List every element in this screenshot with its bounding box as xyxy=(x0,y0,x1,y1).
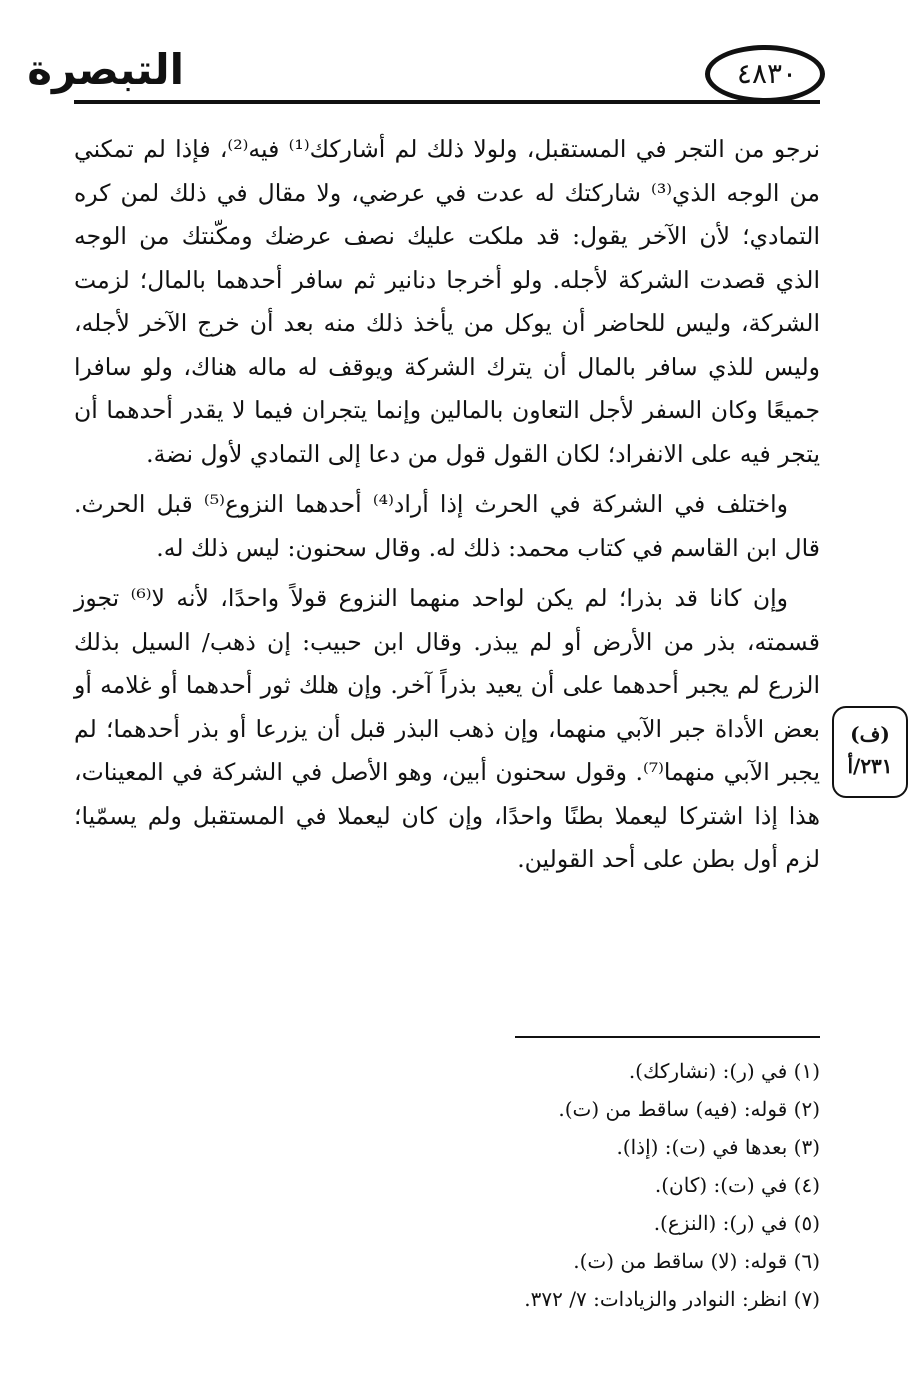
page-number: ٤٨٣٠ xyxy=(736,57,798,90)
footnote-2: (٢) قوله: (فيه) ساقط من (ت). xyxy=(558,1097,820,1121)
header-rule xyxy=(74,100,820,104)
footnote-5: (٥) في (ر): (النزع). xyxy=(653,1211,820,1235)
book-title: التبصرة xyxy=(27,45,184,94)
paragraph-1: نرجو من التجر في المستقبل، ولولا ذلك لم أشاركك⁽¹⁾ فيه⁽²⁾، فإذا لم تمكني من الوجه الذي⁽³⁾ شاركتك له عدت في عرضي، ولا مقال في ذلك لمن كره التمادي؛ لأن الآخر يقول: قد ملكت عليك نصف عرضك ومكّنتك من الوجه الذي قصدت الشركة لأجله. ولو أخرجا دنانير ثم سافر أحدهما بالمال؛ لزمت الشركة، وليس للحاضر أن يوكل من يأخذ ذلك منه بعد أن خرج الآخر لأجله، وليس للذي سافر بالمال أن يترك الشركة ويوقف له ماله هناك، ولو سافرا جميعًا وكان السفر لأجل التعاون بالمالين وإنما يتجران فيما لا يقدر أحدهما أن يتجر فيه على الانفراد؛ لكان القول قول من دعا إلى التمادي لأول نضة. xyxy=(74,135,820,468)
main-text xyxy=(74,128,820,882)
paragraph-2: واختلف في الشركة في الحرث إذا أراد⁽⁴⁾ أحدهما النزوع⁽⁵⁾ قبل الحرث. قال ابن القاسم في كتاب محمد: ذلك له. وقال سحنون: ليس ذلك له. xyxy=(74,490,820,562)
footnote-4: (٤) في (ت): (كان). xyxy=(654,1173,820,1197)
paragraph-3: وإن كانا قد بذرا؛ لم يكن لواحد منهما النزوع قولاً واحدًا، لأنه لا⁽⁶⁾ تجوز قسمته، بذر من الأرض أو لم يبذر. وقال ابن حبيب: إن ذهب/ السيل بذلك الزرع لم يجبر أحدهما على أن يعيد بذراً آخر. وإن هلك ثور أحدهما أو غلامه أو بعض الأداة جبر الآبي منهما، وإن ذهب البذر قبل أن يزرعا أو بذر أحدهما؛ لم يجبر الآبي منهما⁽⁷⁾. وقول سحنون أبين، وهو الأصل في الشركة في المعينات، هذا إذا اشتركا ليعملا بطنًا واحدًا، وإن كان ليعملا في المستقبل ولم يسمّيا؛ لزم أول بطن على أحد القولين. xyxy=(74,584,820,873)
footnotes xyxy=(380,1052,820,1318)
footnote-7: (٧) انظر: النوادر والزيادات: ٧/ ٣٧٢. xyxy=(524,1287,820,1311)
folio-note-page: ٢٣١/أ xyxy=(847,754,893,778)
footnote-3: (٣) بعدها في (ت): (إذا). xyxy=(616,1135,820,1159)
folio-note-source: (ف) xyxy=(850,722,890,746)
page-header xyxy=(0,0,920,120)
footnote-6: (٦) قوله: (لا) ساقط من (ت). xyxy=(573,1249,820,1273)
footnote-rule xyxy=(515,1036,820,1038)
footnote-1: (١) في (ر): (نشاركك). xyxy=(628,1059,820,1083)
manuscript-folio-note xyxy=(832,706,908,798)
